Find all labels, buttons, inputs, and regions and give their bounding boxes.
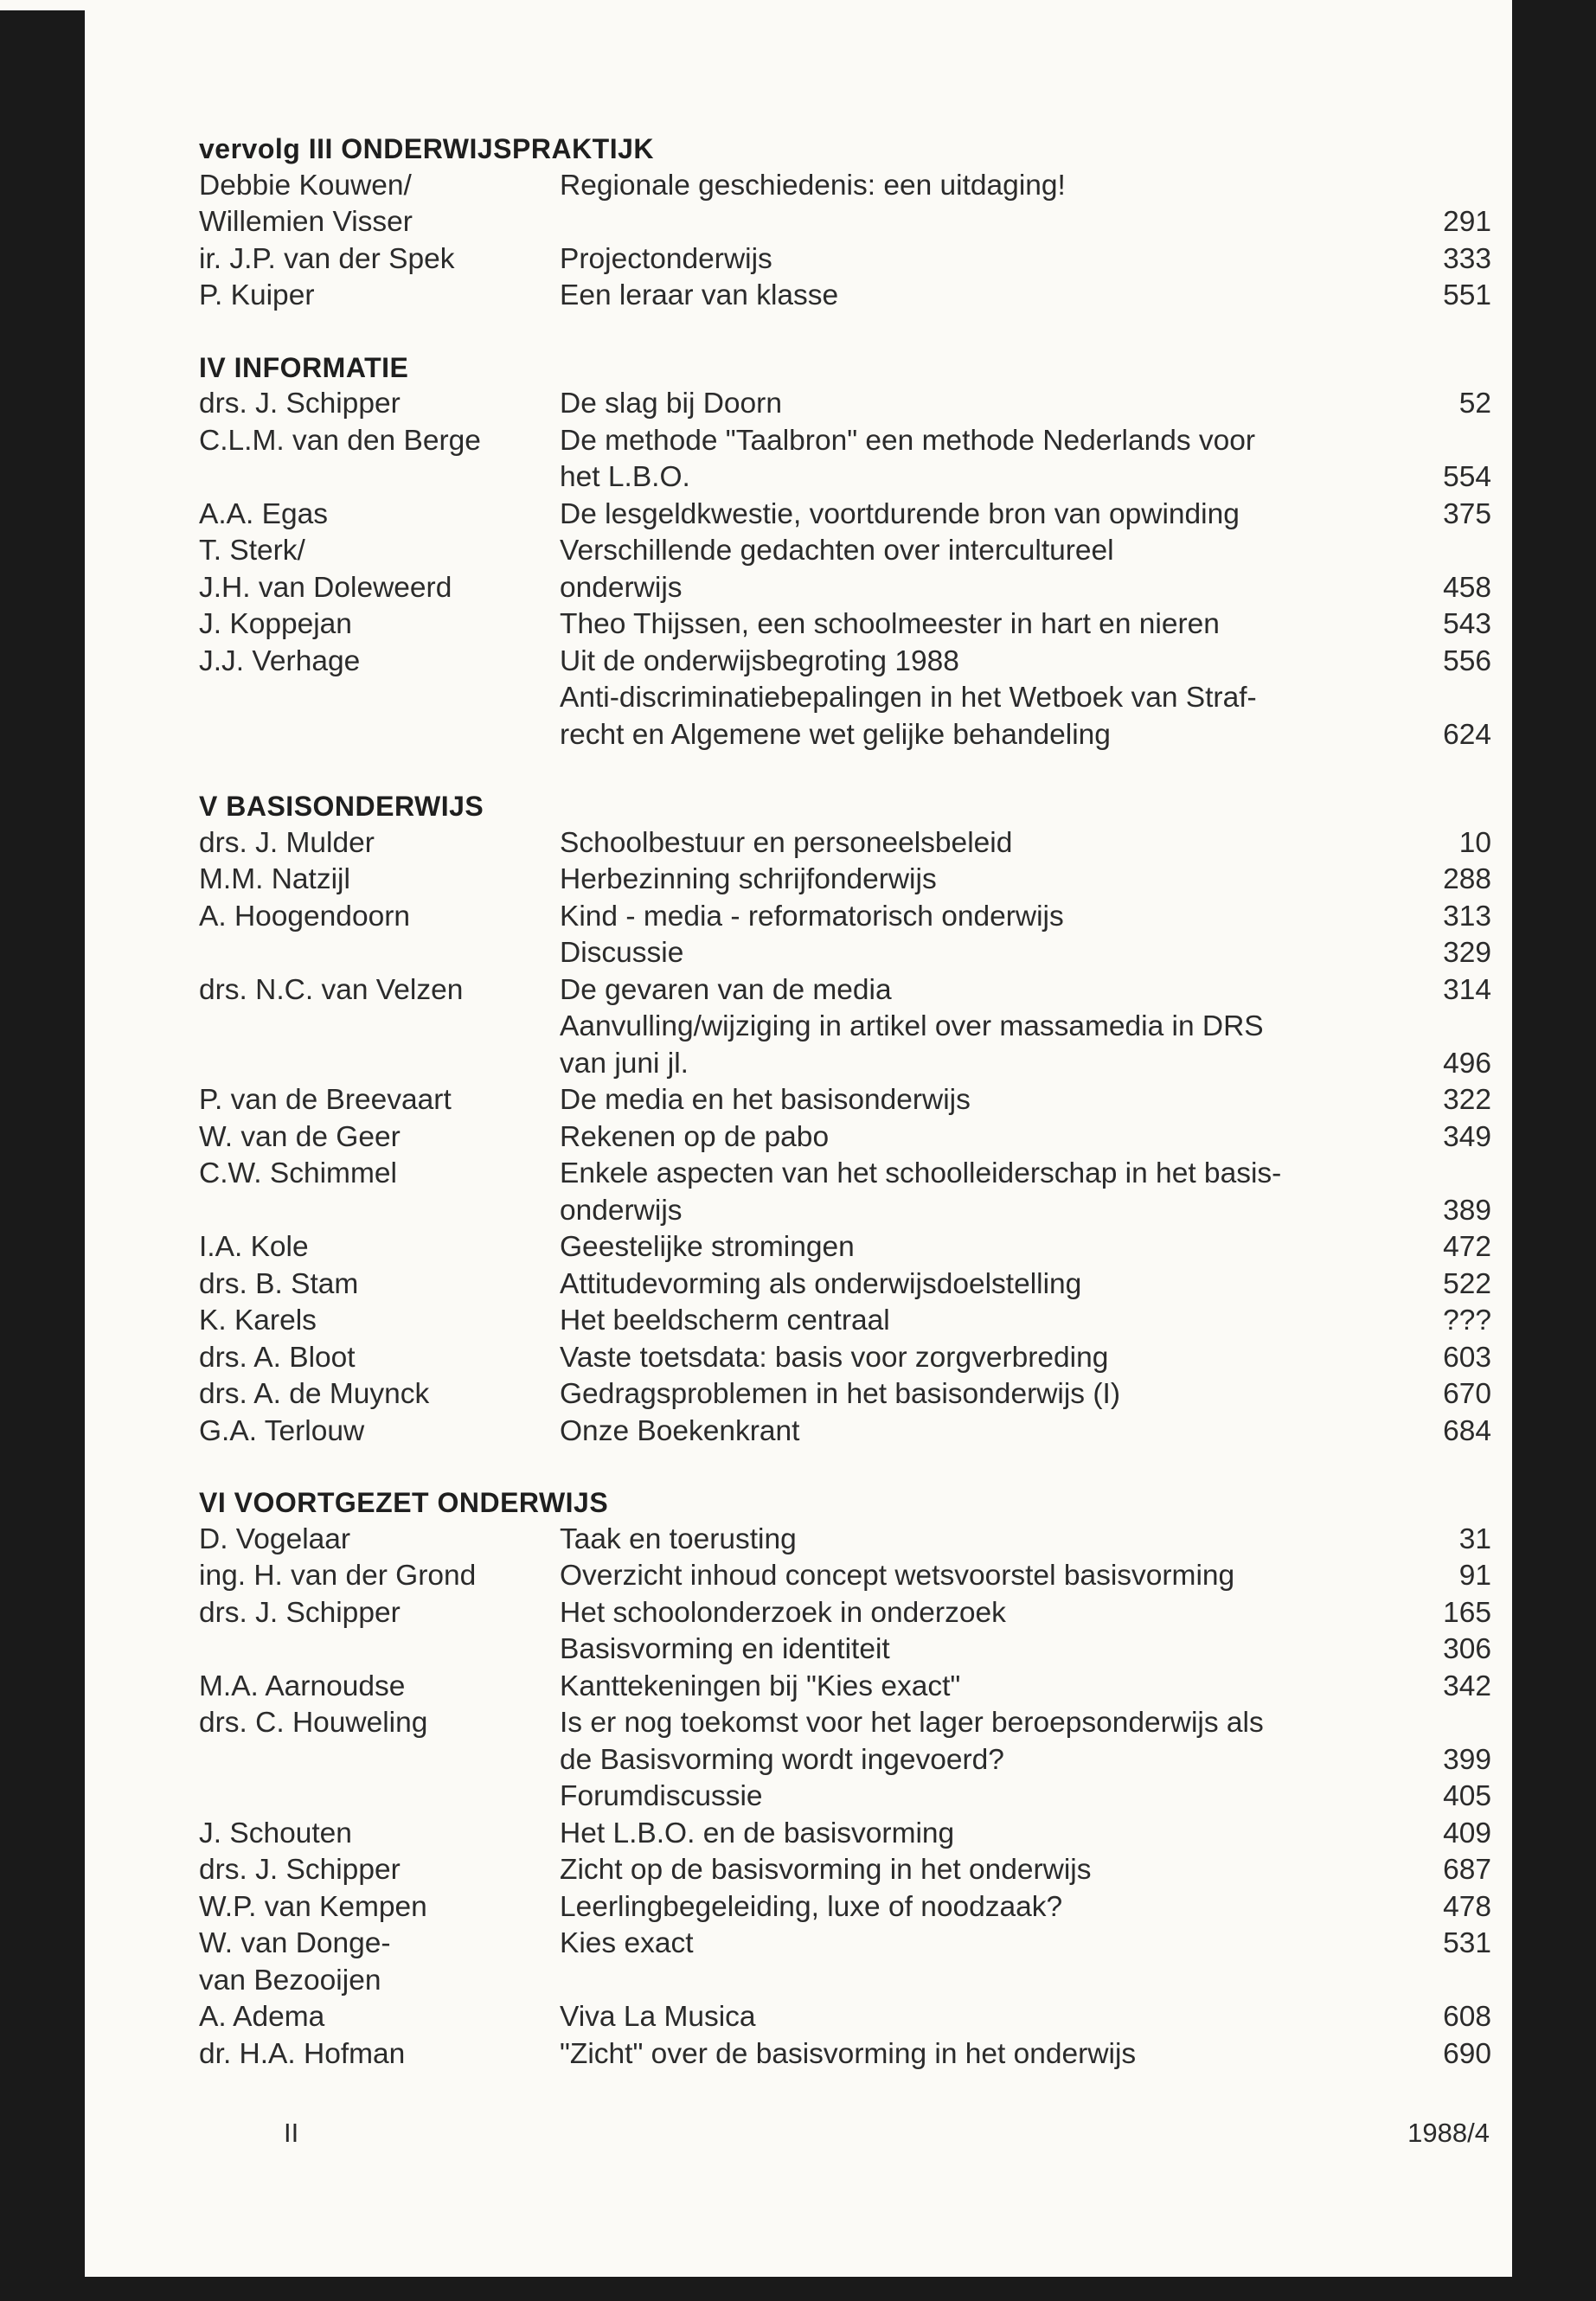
author-name: drs. A. de Muynck — [199, 1378, 430, 1410]
page-number: 556 — [1443, 644, 1491, 677]
entry-authors — [199, 168, 560, 241]
entry-page-column — [1401, 1816, 1491, 1853]
page-number: 389 — [1443, 1194, 1491, 1227]
page-number: 306 — [1443, 1633, 1491, 1665]
title-line: Schoolbestuur en personeelsbeleid — [560, 826, 1013, 859]
toc-entry — [199, 644, 1491, 681]
author-name: drs. J. Schipper — [199, 1596, 401, 1629]
entry-title — [560, 1926, 1401, 1999]
page-number: 314 — [1443, 973, 1491, 1006]
toc-entry — [199, 862, 1491, 899]
author-name: P. van de Breevaart — [199, 1084, 452, 1116]
page-number: 522 — [1443, 1267, 1491, 1300]
entry-authors — [199, 1889, 560, 1926]
author-name: drs. B. Stam — [199, 1267, 359, 1300]
toc-entry — [199, 972, 1491, 1009]
entry-title — [560, 1229, 1401, 1266]
entry-authors — [199, 899, 560, 936]
entry-authors — [199, 2036, 560, 2073]
author-name: W. van Donge- — [199, 1927, 391, 1959]
toc-entry — [199, 1009, 1491, 1082]
page-number: 687 — [1443, 1854, 1491, 1886]
entry-title — [560, 606, 1401, 644]
document-page — [85, 0, 1512, 2277]
entry-authors — [199, 1156, 560, 1229]
entry-page-column — [1401, 1009, 1491, 1082]
entry-authors — [199, 972, 560, 1009]
entry-page-column — [1401, 1413, 1491, 1451]
author-name: Willemien Visser — [199, 206, 413, 238]
toc-entry — [199, 1082, 1491, 1119]
author-name: Debbie Kouwen/ — [199, 169, 412, 202]
entry-title — [560, 1266, 1401, 1304]
page-number: 288 — [1443, 863, 1491, 895]
page-number: 165 — [1443, 1596, 1491, 1629]
title-line: de Basisvorming wordt ingevoerd? — [560, 1743, 1004, 1776]
title-line: Het beeldscherm centraal — [560, 1304, 890, 1336]
page-number: 313 — [1443, 900, 1491, 933]
page-number: 31 — [1458, 1522, 1491, 1555]
entry-page-column — [1401, 1705, 1491, 1779]
title-line: Zicht op de basisvorming in het onderwijs — [560, 1854, 1092, 1886]
page-number: 608 — [1443, 2001, 1491, 2033]
page-number: 603 — [1443, 1341, 1491, 1374]
entry-title — [560, 1631, 1401, 1669]
entry-page-column — [1401, 533, 1491, 606]
section-heading: IV INFORMATIE — [199, 351, 409, 383]
entry-page-column — [1401, 1669, 1491, 1706]
entry-title — [560, 1999, 1401, 2036]
title-line: Discussie — [560, 937, 684, 969]
entry-title — [560, 1119, 1401, 1157]
entry-page-column — [1401, 1156, 1491, 1229]
title-line: Herbezinning schrijfonderwijs — [560, 863, 937, 895]
page-number: 543 — [1443, 608, 1491, 640]
toc-entry — [199, 533, 1491, 606]
author-name: I.A. Kole — [199, 1231, 309, 1263]
entry-title — [560, 680, 1401, 753]
author-name: W. van de Geer — [199, 1120, 401, 1153]
title-line: van juni jl. — [560, 1047, 689, 1080]
entry-authors — [199, 1999, 560, 2036]
entry-authors — [199, 1119, 560, 1157]
author-name: J.H. van Doleweerd — [199, 571, 452, 604]
section-heading: V BASISONDERWIJS — [199, 791, 484, 822]
entry-authors — [199, 497, 560, 534]
entry-page-column — [1401, 1631, 1491, 1669]
toc-entry — [199, 1303, 1491, 1340]
entry-title — [560, 2036, 1401, 2073]
title-line: Uit de onderwijsbegroting 1988 — [560, 644, 959, 677]
entry-page-column — [1401, 899, 1491, 936]
entry-authors — [199, 386, 560, 423]
entry-title — [560, 1303, 1401, 1340]
toc-entry — [199, 606, 1491, 644]
toc-entry — [199, 168, 1491, 241]
entry-page-column — [1401, 1082, 1491, 1119]
title-line: Projectonderwijs — [560, 242, 772, 275]
toc-entry — [199, 1999, 1491, 2036]
entry-authors — [199, 1558, 560, 1595]
title-line: Gedragsproblemen in het basisonderwijs (I) — [560, 1378, 1120, 1410]
entry-page-column — [1401, 1558, 1491, 1595]
toc-entry — [199, 497, 1491, 534]
entry-title — [560, 1082, 1401, 1119]
entry-authors — [199, 1266, 560, 1304]
page-number: 472 — [1443, 1231, 1491, 1263]
title-line: Vaste toetsdata: basis voor zorgverbreding — [560, 1341, 1109, 1374]
toc-entry — [199, 1522, 1491, 1559]
page-number: 329 — [1443, 937, 1491, 969]
entry-page-column — [1401, 1303, 1491, 1340]
author-name: M.M. Natzijl — [199, 863, 350, 895]
entry-title — [560, 386, 1401, 423]
author-name: J.J. Verhage — [199, 644, 361, 677]
page-number: 670 — [1443, 1378, 1491, 1410]
entry-title — [560, 1156, 1401, 1229]
entry-title — [560, 1413, 1401, 1451]
title-line: De gevaren van de media — [560, 973, 892, 1006]
author-name: drs. A. Bloot — [199, 1341, 356, 1374]
title-line: recht en Algemene wet gelijke behandeling — [560, 718, 1111, 751]
title-line: onderwijs — [560, 571, 683, 604]
author-name: C.W. Schimmel — [199, 1157, 397, 1189]
toc-entry — [199, 1631, 1491, 1669]
entry-page-column — [1401, 1852, 1491, 1889]
entry-page-column — [1401, 1926, 1491, 1999]
entry-page-column — [1401, 1340, 1491, 1377]
entry-authors — [199, 1229, 560, 1266]
page-number: 342 — [1443, 1670, 1491, 1702]
entry-authors — [199, 1595, 560, 1632]
toc-entry — [199, 1926, 1491, 1999]
entry-authors — [199, 1631, 560, 1669]
title-line: Kind - media - reformatorisch onderwijs — [560, 900, 1064, 933]
page-number: 405 — [1443, 1780, 1491, 1812]
entry-page-column — [1401, 1229, 1491, 1266]
entry-title — [560, 972, 1401, 1009]
toc-entry — [199, 423, 1491, 497]
title-line: het L.B.O. — [560, 461, 690, 493]
title-line: Anti-discriminatiebepalingen in het Wetboek van Straf- — [560, 682, 1257, 714]
page-number: 496 — [1443, 1047, 1491, 1080]
author-name: W.P. van Kempen — [199, 1890, 427, 1923]
entry-authors — [199, 606, 560, 644]
entry-authors — [199, 1009, 560, 1082]
page-number: 10 — [1458, 826, 1491, 859]
entry-authors — [199, 533, 560, 606]
entry-title — [560, 1779, 1401, 1816]
entry-page-column — [1401, 1999, 1491, 2036]
page-number: 551 — [1443, 279, 1491, 311]
title-line: De methode "Taalbron" een methode Nederlands voor — [560, 424, 1256, 457]
entry-title — [560, 1376, 1401, 1413]
page-number: 684 — [1443, 1414, 1491, 1447]
entry-title — [560, 899, 1401, 936]
toc-entry — [199, 2036, 1491, 2073]
author-name: dr. H.A. Hofman — [199, 2037, 406, 2070]
toc-entry — [199, 278, 1491, 315]
entry-page-column — [1401, 2036, 1491, 2073]
page-number: ??? — [1443, 1304, 1491, 1336]
author-name: ing. H. van der Grond — [199, 1560, 477, 1592]
title-line: Regionale geschiedenis: een uitdaging! — [560, 169, 1066, 202]
entry-authors — [199, 1705, 560, 1779]
page-number: 333 — [1443, 242, 1491, 275]
title-line: onderwijs — [560, 1194, 683, 1227]
toc-entry — [199, 1705, 1491, 1779]
toc-entry — [199, 386, 1491, 423]
title-line: Attitudevorming als onderwijsdoelstelling — [560, 1267, 1082, 1300]
toc-section — [199, 1484, 1491, 2073]
entry-title — [560, 497, 1401, 534]
toc-entry — [199, 1816, 1491, 1853]
page-number: 624 — [1443, 718, 1491, 751]
entry-title — [560, 241, 1401, 279]
entry-authors — [199, 1303, 560, 1340]
title-line: Het L.B.O. en de basisvorming — [560, 1817, 955, 1849]
author-name: J. Koppejan — [199, 608, 352, 640]
entry-page-column — [1401, 1522, 1491, 1559]
page-footer — [284, 2118, 1490, 2149]
author-name: C.L.M. van den Berge — [199, 424, 481, 457]
author-name: ir. J.P. van der Spek — [199, 242, 455, 275]
title-line: Aanvulling/wijziging in artikel over massamedia in DRS — [560, 1010, 1264, 1042]
title-line: Basisvorming en identiteit — [560, 1633, 890, 1665]
author-name: drs. C. Houweling — [199, 1707, 428, 1739]
title-line: De media en het basisonderwijs — [560, 1084, 971, 1116]
entry-authors — [199, 1779, 560, 1816]
title-line: Is er nog toekomst voor het lager beroepsonderwijs als — [560, 1707, 1264, 1739]
entry-authors — [199, 1340, 560, 1377]
title-line: Taak en toerusting — [560, 1522, 797, 1555]
author-name: A. Adema — [199, 2001, 325, 2033]
footer-issue: 1988/4 — [1407, 2118, 1490, 2148]
title-line: Forumdiscussie — [560, 1780, 763, 1812]
title-line: Kies exact — [560, 1927, 694, 1959]
author-name: van Bezooijen — [199, 1964, 381, 1997]
author-name: M.A. Aarnoudse — [199, 1670, 406, 1702]
entry-authors — [199, 1926, 560, 1999]
entry-authors — [199, 278, 560, 315]
entry-title — [560, 1009, 1401, 1082]
entry-page-column — [1401, 1889, 1491, 1926]
title-line: Overzicht inhoud concept wetsvoorstel basisvorming — [560, 1560, 1235, 1592]
entry-authors — [199, 1522, 560, 1559]
entry-authors — [199, 1376, 560, 1413]
page-number: 349 — [1443, 1120, 1491, 1153]
entry-page-column — [1401, 423, 1491, 497]
entry-title — [560, 168, 1401, 241]
author-name: drs. J. Schipper — [199, 1854, 401, 1886]
toc-entry — [199, 899, 1491, 936]
toc-entry — [199, 1229, 1491, 1266]
toc-entry — [199, 825, 1491, 862]
entry-authors — [199, 644, 560, 681]
entry-page-column — [1401, 1595, 1491, 1632]
author-name: drs. N.C. van Velzen — [199, 973, 464, 1006]
entry-page-column — [1401, 1119, 1491, 1157]
entry-authors — [199, 1816, 560, 1853]
section-heading: vervolg III ONDERWIJSPRAKTIJK — [199, 133, 655, 164]
entry-authors — [199, 423, 560, 497]
page-number: 91 — [1458, 1560, 1491, 1592]
toc-section — [199, 131, 1491, 315]
entry-page-column — [1401, 1376, 1491, 1413]
entry-page-column — [1401, 1266, 1491, 1304]
footer-page-number: II — [284, 2118, 299, 2148]
entry-page-column — [1401, 862, 1491, 899]
entry-page-column — [1401, 825, 1491, 862]
author-name: J. Schouten — [199, 1817, 352, 1849]
title-line: Verschillende gedachten over intercultureel — [560, 535, 1114, 567]
author-name: A. Hoogendoorn — [199, 900, 410, 933]
entry-page-column — [1401, 935, 1491, 972]
entry-authors — [199, 935, 560, 972]
title-line: Een leraar van klasse — [560, 279, 839, 311]
page-number: 531 — [1443, 1927, 1491, 1959]
title-line: Enkele aspecten van het schoolleiderschap in het basis- — [560, 1157, 1282, 1189]
page-number: 291 — [1443, 206, 1491, 238]
page-number: 322 — [1443, 1084, 1491, 1116]
toc-entry — [199, 1558, 1491, 1595]
title-line: De slag bij Doorn — [560, 388, 782, 420]
entry-authors — [199, 862, 560, 899]
entry-page-column — [1401, 241, 1491, 279]
page-number: 399 — [1443, 1743, 1491, 1776]
toc-entry — [199, 1266, 1491, 1304]
entry-title — [560, 1595, 1401, 1632]
page-number: 478 — [1443, 1890, 1491, 1923]
author-name: drs. J. Schipper — [199, 388, 401, 420]
title-line: Geestelijke stromingen — [560, 1231, 855, 1263]
author-name: T. Sterk/ — [199, 535, 305, 567]
entry-title — [560, 1889, 1401, 1926]
page-number: 375 — [1443, 497, 1491, 530]
author-name: P. Kuiper — [199, 279, 315, 311]
entry-title — [560, 1705, 1401, 1779]
entry-page-column — [1401, 606, 1491, 644]
scan-edge — [0, 0, 85, 10]
entry-page-column — [1401, 644, 1491, 681]
title-line: Rekenen op de pabo — [560, 1120, 830, 1153]
title-line: Theo Thijssen, een schoolmeester in hart en nieren — [560, 608, 1220, 640]
toc-entry — [199, 1595, 1491, 1632]
toc-entry — [199, 1889, 1491, 1926]
entry-page-column — [1401, 680, 1491, 753]
title-line: Onze Boekenkrant — [560, 1414, 800, 1447]
entry-authors — [199, 1852, 560, 1889]
entry-title — [560, 278, 1401, 315]
title-line: Leerlingbegeleiding, luxe of noodzaak? — [560, 1890, 1063, 1923]
toc-entry — [199, 935, 1491, 972]
title-line: Viva La Musica — [560, 2001, 756, 2033]
entry-title — [560, 1852, 1401, 1889]
toc-entry — [199, 1376, 1491, 1413]
toc-entry — [199, 680, 1491, 753]
entry-authors — [199, 1669, 560, 1706]
toc-section — [199, 349, 1491, 754]
author-name: D. Vogelaar — [199, 1522, 351, 1555]
entry-page-column — [1401, 386, 1491, 423]
entry-title — [560, 423, 1401, 497]
entry-page-column — [1401, 278, 1491, 315]
title-line: Kanttekeningen bij "Kies exact" — [560, 1670, 961, 1702]
page-number: 690 — [1443, 2037, 1491, 2070]
author-name: G.A. Terlouw — [199, 1414, 365, 1447]
entry-authors — [199, 680, 560, 753]
title-line: Het schoolonderzoek in onderzoek — [560, 1596, 1006, 1629]
page-number: 458 — [1443, 571, 1491, 604]
entry-title — [560, 1669, 1401, 1706]
toc-section — [199, 788, 1491, 1450]
page-number: 554 — [1443, 461, 1491, 493]
toc-entry — [199, 1340, 1491, 1377]
entry-title — [560, 533, 1401, 606]
title-line: De lesgeldkwestie, voortdurende bron van opwinding — [560, 497, 1240, 530]
entry-page-column — [1401, 497, 1491, 534]
toc-entry — [199, 1852, 1491, 1889]
author-name: A.A. Egas — [199, 497, 328, 530]
entry-page-column — [1401, 168, 1491, 241]
entry-title — [560, 862, 1401, 899]
entry-title — [560, 1340, 1401, 1377]
page-number: 409 — [1443, 1817, 1491, 1849]
entry-authors — [199, 825, 560, 862]
section-heading: VI VOORTGEZET ONDERWIJS — [199, 1487, 609, 1518]
author-name: drs. J. Mulder — [199, 826, 375, 859]
title-line: "Zicht" over de basisvorming in het onderwijs — [560, 2037, 1137, 2070]
toc-entry — [199, 1669, 1491, 1706]
entry-title — [560, 825, 1401, 862]
entry-title — [560, 935, 1401, 972]
toc-entry — [199, 1779, 1491, 1816]
toc-entry — [199, 1156, 1491, 1229]
entry-title — [560, 644, 1401, 681]
toc-entry — [199, 241, 1491, 279]
entry-title — [560, 1816, 1401, 1853]
entry-page-column — [1401, 972, 1491, 1009]
entry-authors — [199, 241, 560, 279]
table-of-contents — [199, 131, 1491, 2107]
entry-authors — [199, 1082, 560, 1119]
page-number: 52 — [1458, 388, 1491, 420]
author-name: K. Karels — [199, 1304, 317, 1336]
toc-entry — [199, 1119, 1491, 1157]
entry-title — [560, 1522, 1401, 1559]
entry-page-column — [1401, 1779, 1491, 1816]
toc-entry — [199, 1413, 1491, 1451]
entry-authors — [199, 1413, 560, 1451]
entry-title — [560, 1558, 1401, 1595]
